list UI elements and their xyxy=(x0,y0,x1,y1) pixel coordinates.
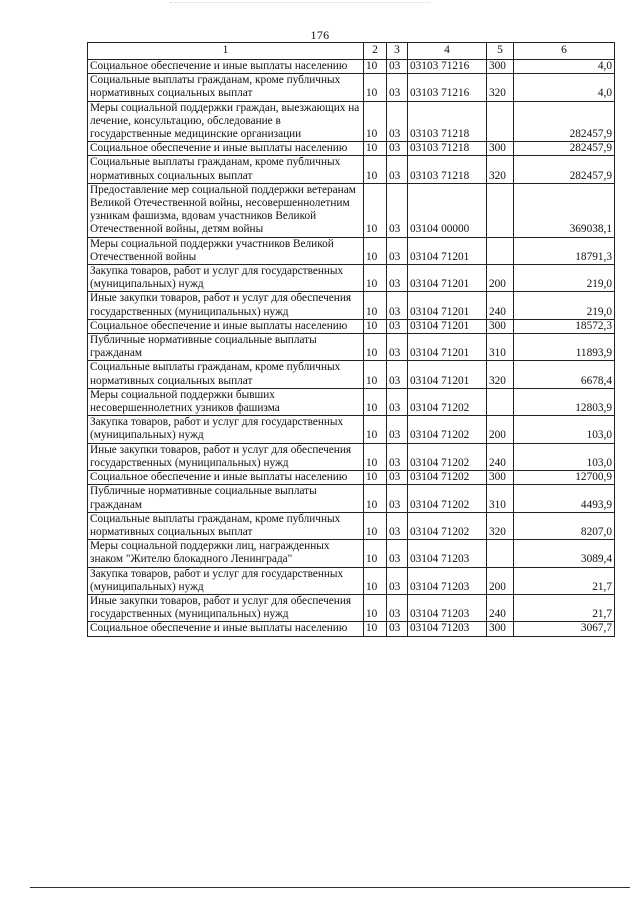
cell-target-code: 03104 71201 xyxy=(408,319,487,333)
cell-subsection: 03 xyxy=(387,142,408,156)
cell-expense-type xyxy=(487,101,514,142)
cell-expense-type: 300 xyxy=(487,622,514,636)
cell-target-code: 03104 71203 xyxy=(408,594,487,621)
cell-section: 10 xyxy=(364,237,387,264)
cell-expense-type: 310 xyxy=(487,485,514,512)
cell-subsection: 03 xyxy=(387,237,408,264)
table-row xyxy=(88,416,615,443)
cell-expense-type: 240 xyxy=(487,594,514,621)
table-row xyxy=(88,512,615,539)
header-cell-name: 1 xyxy=(88,43,364,60)
cell-target-code: 03103 71218 xyxy=(408,142,487,156)
cell-section: 10 xyxy=(364,416,387,443)
cell-section: 10 xyxy=(364,74,387,101)
page-bottom-rule xyxy=(30,887,630,888)
cell-name: Публичные нормативные социальные выплаты гражданам xyxy=(88,334,364,361)
cell-amount: 369038,1 xyxy=(514,183,615,237)
cell-target-code: 03104 71202 xyxy=(408,388,487,415)
cell-section: 10 xyxy=(364,60,387,74)
cell-expense-type: 200 xyxy=(487,567,514,594)
table-row xyxy=(88,101,615,142)
cell-expense-type: 200 xyxy=(487,416,514,443)
cell-subsection: 03 xyxy=(387,567,408,594)
cell-section: 10 xyxy=(364,334,387,361)
scan-artifact xyxy=(170,2,430,11)
cell-name: Меры социальной поддержки лиц, награжденных знаком "Жителю блокадного Ленинграда" xyxy=(88,540,364,567)
budget-table-body xyxy=(88,43,615,637)
cell-name: Закупка товаров, работ и услуг для государственных (муниципальных) нужд xyxy=(88,567,364,594)
cell-target-code: 03104 71202 xyxy=(408,443,487,470)
cell-name: Закупка товаров, работ и услуг для государственных (муниципальных) нужд xyxy=(88,265,364,292)
cell-expense-type: 200 xyxy=(487,265,514,292)
cell-target-code: 03103 71218 xyxy=(408,101,487,142)
cell-amount: 18791,3 xyxy=(514,237,615,264)
cell-target-code: 03104 71202 xyxy=(408,512,487,539)
cell-section: 10 xyxy=(364,319,387,333)
cell-section: 10 xyxy=(364,183,387,237)
cell-target-code: 03104 71203 xyxy=(408,540,487,567)
table-header-row xyxy=(88,43,615,60)
cell-target-code: 03103 71216 xyxy=(408,60,487,74)
cell-amount: 103,0 xyxy=(514,443,615,470)
cell-name: Публичные нормативные социальные выплаты гражданам xyxy=(88,485,364,512)
cell-name: Предоставление мер социальной поддержки ветеранам Великой Отечественной войны, несовершеннолетним узникам фашизма, вдовам участников Великой Отечественной войны, детям войны xyxy=(88,183,364,237)
cell-section: 10 xyxy=(364,292,387,319)
cell-target-code: 03104 71202 xyxy=(408,471,487,485)
cell-subsection: 03 xyxy=(387,292,408,319)
cell-amount: 12803,9 xyxy=(514,388,615,415)
cell-target-code: 03103 71218 xyxy=(408,156,487,183)
cell-section: 10 xyxy=(364,265,387,292)
cell-section: 10 xyxy=(364,485,387,512)
cell-amount: 3089,4 xyxy=(514,540,615,567)
cell-amount: 21,7 xyxy=(514,594,615,621)
cell-name: Социальное обеспечение и иные выплаты населению xyxy=(88,622,364,636)
cell-target-code: 03104 71201 xyxy=(408,265,487,292)
cell-subsection: 03 xyxy=(387,361,408,388)
cell-name: Социальные выплаты гражданам, кроме публичных нормативных социальных выплат xyxy=(88,361,364,388)
cell-subsection: 03 xyxy=(387,512,408,539)
cell-target-code: 03104 71201 xyxy=(408,361,487,388)
cell-amount: 4,0 xyxy=(514,74,615,101)
cell-expense-type: 240 xyxy=(487,443,514,470)
table-row xyxy=(88,237,615,264)
cell-section: 10 xyxy=(364,622,387,636)
cell-expense-type xyxy=(487,388,514,415)
cell-subsection: 03 xyxy=(387,416,408,443)
header-cell-expense-type: 5 xyxy=(487,43,514,60)
cell-name: Социальные выплаты гражданам, кроме публичных нормативных социальных выплат xyxy=(88,512,364,539)
cell-expense-type: 300 xyxy=(487,471,514,485)
header-cell-subsection: 3 xyxy=(387,43,408,60)
cell-section: 10 xyxy=(364,156,387,183)
cell-subsection: 03 xyxy=(387,183,408,237)
cell-name: Закупка товаров, работ и услуг для государственных (муниципальных) нужд xyxy=(88,416,364,443)
cell-name: Социальное обеспечение и иные выплаты населению xyxy=(88,319,364,333)
table-row xyxy=(88,265,615,292)
cell-amount: 11893,9 xyxy=(514,334,615,361)
table-row xyxy=(88,443,615,470)
table-row xyxy=(88,485,615,512)
cell-subsection: 03 xyxy=(387,74,408,101)
cell-name: Социальное обеспечение и иные выплаты населению xyxy=(88,142,364,156)
cell-section: 10 xyxy=(364,512,387,539)
cell-expense-type: 320 xyxy=(487,156,514,183)
cell-section: 10 xyxy=(364,471,387,485)
cell-subsection: 03 xyxy=(387,334,408,361)
cell-name: Иные закупки товаров, работ и услуг для обеспечения государственных (муниципальных) нужд xyxy=(88,443,364,470)
cell-amount: 4493,9 xyxy=(514,485,615,512)
header-cell-section: 2 xyxy=(364,43,387,60)
cell-section: 10 xyxy=(364,361,387,388)
table-row xyxy=(88,567,615,594)
cell-target-code: 03104 71201 xyxy=(408,292,487,319)
cell-expense-type: 320 xyxy=(487,74,514,101)
cell-amount: 282457,9 xyxy=(514,142,615,156)
cell-expense-type: 300 xyxy=(487,142,514,156)
cell-section: 10 xyxy=(364,594,387,621)
table-row xyxy=(88,334,615,361)
header-cell-target-code: 4 xyxy=(408,43,487,60)
cell-expense-type xyxy=(487,540,514,567)
cell-amount: 12700,9 xyxy=(514,471,615,485)
cell-amount: 103,0 xyxy=(514,416,615,443)
cell-subsection: 03 xyxy=(387,156,408,183)
cell-amount: 3067,7 xyxy=(514,622,615,636)
cell-amount: 219,0 xyxy=(514,265,615,292)
cell-amount: 18572,3 xyxy=(514,319,615,333)
cell-name: Социальное обеспечение и иные выплаты населению xyxy=(88,60,364,74)
table-row xyxy=(88,183,615,237)
cell-subsection: 03 xyxy=(387,594,408,621)
table-row xyxy=(88,319,615,333)
cell-expense-type: 320 xyxy=(487,512,514,539)
cell-expense-type xyxy=(487,237,514,264)
cell-amount: 8207,0 xyxy=(514,512,615,539)
cell-section: 10 xyxy=(364,567,387,594)
cell-target-code: 03104 71201 xyxy=(408,334,487,361)
cell-section: 10 xyxy=(364,443,387,470)
cell-subsection: 03 xyxy=(387,622,408,636)
cell-expense-type: 310 xyxy=(487,334,514,361)
cell-expense-type xyxy=(487,183,514,237)
table-row xyxy=(88,156,615,183)
cell-amount: 21,7 xyxy=(514,567,615,594)
budget-table xyxy=(87,42,615,637)
cell-section: 10 xyxy=(364,540,387,567)
cell-subsection: 03 xyxy=(387,443,408,470)
cell-name: Меры социальной поддержки бывших несовершеннолетних узников фашизма xyxy=(88,388,364,415)
cell-name: Социальные выплаты гражданам, кроме публичных нормативных социальных выплат xyxy=(88,156,364,183)
cell-target-code: 03104 71202 xyxy=(408,485,487,512)
cell-amount: 4,0 xyxy=(514,60,615,74)
table-row xyxy=(88,471,615,485)
cell-subsection: 03 xyxy=(387,265,408,292)
cell-name: Социальные выплаты гражданам, кроме публичных нормативных социальных выплат xyxy=(88,74,364,101)
cell-target-code: 03103 71216 xyxy=(408,74,487,101)
cell-subsection: 03 xyxy=(387,101,408,142)
table-row xyxy=(88,540,615,567)
cell-name: Меры социальной поддержки граждан, выезжающих на лечение, консультацию, обследование в государственные медицинские организации xyxy=(88,101,364,142)
table-row xyxy=(88,292,615,319)
cell-amount: 6678,4 xyxy=(514,361,615,388)
table-row xyxy=(88,60,615,74)
page-number: 176 xyxy=(310,28,330,42)
cell-expense-type: 240 xyxy=(487,292,514,319)
cell-expense-type: 300 xyxy=(487,319,514,333)
cell-subsection: 03 xyxy=(387,60,408,74)
cell-name: Социальное обеспечение и иные выплаты населению xyxy=(88,471,364,485)
cell-target-code: 03104 71201 xyxy=(408,237,487,264)
cell-section: 10 xyxy=(364,101,387,142)
cell-amount: 282457,9 xyxy=(514,156,615,183)
cell-subsection: 03 xyxy=(387,319,408,333)
cell-subsection: 03 xyxy=(387,485,408,512)
cell-target-code: 03104 71203 xyxy=(408,622,487,636)
cell-expense-type: 320 xyxy=(487,361,514,388)
header-cell-amount: 6 xyxy=(514,43,615,60)
cell-section: 10 xyxy=(364,388,387,415)
table-row xyxy=(88,361,615,388)
table-row xyxy=(88,388,615,415)
cell-target-code: 03104 71202 xyxy=(408,416,487,443)
cell-subsection: 03 xyxy=(387,471,408,485)
cell-subsection: 03 xyxy=(387,540,408,567)
cell-name: Иные закупки товаров, работ и услуг для обеспечения государственных (муниципальных) нужд xyxy=(88,292,364,319)
cell-name: Меры социальной поддержки участников Великой Отечественной войны xyxy=(88,237,364,264)
cell-expense-type: 300 xyxy=(487,60,514,74)
cell-amount: 219,0 xyxy=(514,292,615,319)
cell-name: Иные закупки товаров, работ и услуг для обеспечения государственных (муниципальных) нужд xyxy=(88,594,364,621)
table-row xyxy=(88,594,615,621)
table-row xyxy=(88,622,615,636)
cell-amount: 282457,9 xyxy=(514,101,615,142)
cell-target-code: 03104 00000 xyxy=(408,183,487,237)
table-row xyxy=(88,74,615,101)
table-row xyxy=(88,142,615,156)
cell-target-code: 03104 71203 xyxy=(408,567,487,594)
cell-section: 10 xyxy=(364,142,387,156)
cell-subsection: 03 xyxy=(387,388,408,415)
